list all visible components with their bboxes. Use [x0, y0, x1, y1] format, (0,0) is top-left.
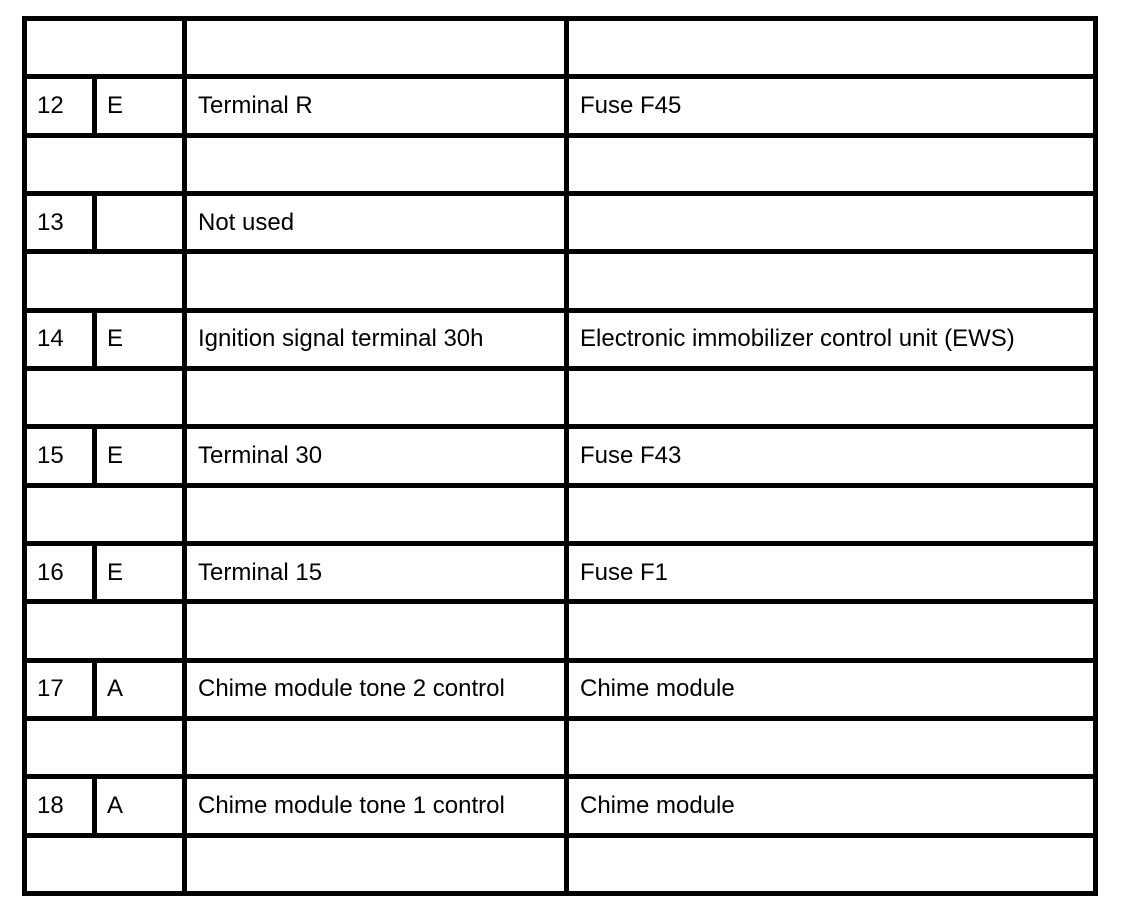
pin-number-cell: 15 [25, 427, 95, 485]
spacer-cell [567, 368, 1096, 426]
connection-cell: Chime module [567, 660, 1096, 718]
pin-number-cell: 16 [25, 543, 95, 601]
signal-type-cell [95, 193, 185, 251]
table-spacer-row [25, 485, 1096, 543]
table-spacer-row [25, 718, 1096, 776]
spacer-cell [185, 368, 567, 426]
table-spacer-row [25, 368, 1096, 426]
spacer-cell [567, 485, 1096, 543]
description-cell: Not used [185, 193, 567, 251]
spacer-cell [25, 368, 185, 426]
table-spacer-row [25, 19, 1096, 77]
connection-cell: Chime module [567, 777, 1096, 835]
spacer-cell [25, 135, 185, 193]
table-spacer-row [25, 135, 1096, 193]
table-row [25, 77, 1096, 135]
spacer-cell [25, 485, 185, 543]
signal-type-cell: E [95, 427, 185, 485]
signal-type-cell: A [95, 660, 185, 718]
signal-type-cell: E [95, 543, 185, 601]
pin-number-cell: 17 [25, 660, 95, 718]
table-row [25, 777, 1096, 835]
spacer-cell [567, 718, 1096, 776]
connection-cell: Fuse F1 [567, 543, 1096, 601]
spacer-cell [185, 19, 567, 77]
connection-cell: Fuse F45 [567, 77, 1096, 135]
spacer-cell [185, 718, 567, 776]
table-spacer-row [25, 252, 1096, 310]
signal-type-cell: E [95, 77, 185, 135]
table-row [25, 427, 1096, 485]
table-spacer-row [25, 835, 1096, 893]
signal-type-cell: E [95, 310, 185, 368]
pin-number-cell: 14 [25, 310, 95, 368]
signal-type-cell: A [95, 777, 185, 835]
spacer-cell [25, 718, 185, 776]
description-cell: Chime module tone 2 control [185, 660, 567, 718]
spacer-cell [567, 135, 1096, 193]
pin-number-cell: 18 [25, 777, 95, 835]
connection-cell: Fuse F43 [567, 427, 1096, 485]
spacer-cell [25, 19, 185, 77]
description-cell: Terminal R [185, 77, 567, 135]
spacer-cell [25, 602, 185, 660]
description-cell: Terminal 15 [185, 543, 567, 601]
spacer-cell [567, 602, 1096, 660]
description-cell: Chime module tone 1 control [185, 777, 567, 835]
spacer-cell [185, 835, 567, 893]
table-body [25, 19, 1096, 894]
table-row [25, 660, 1096, 718]
connection-cell [567, 193, 1096, 251]
spacer-cell [25, 252, 185, 310]
connection-cell: Electronic immobilizer control unit (EWS) [567, 310, 1096, 368]
pin-number-cell: 12 [25, 77, 95, 135]
table-row [25, 310, 1096, 368]
table-spacer-row [25, 602, 1096, 660]
pin-number-cell: 13 [25, 193, 95, 251]
spacer-cell [25, 835, 185, 893]
spacer-cell [185, 135, 567, 193]
spacer-cell [185, 602, 567, 660]
spacer-cell [567, 19, 1096, 77]
spacer-cell [567, 835, 1096, 893]
spacer-cell [567, 252, 1096, 310]
table-row [25, 193, 1096, 251]
description-cell: Ignition signal terminal 30h [185, 310, 567, 368]
description-cell: Terminal 30 [185, 427, 567, 485]
table-row [25, 543, 1096, 601]
pin-assignment-table [22, 16, 1098, 896]
spacer-cell [185, 252, 567, 310]
spacer-cell [185, 485, 567, 543]
